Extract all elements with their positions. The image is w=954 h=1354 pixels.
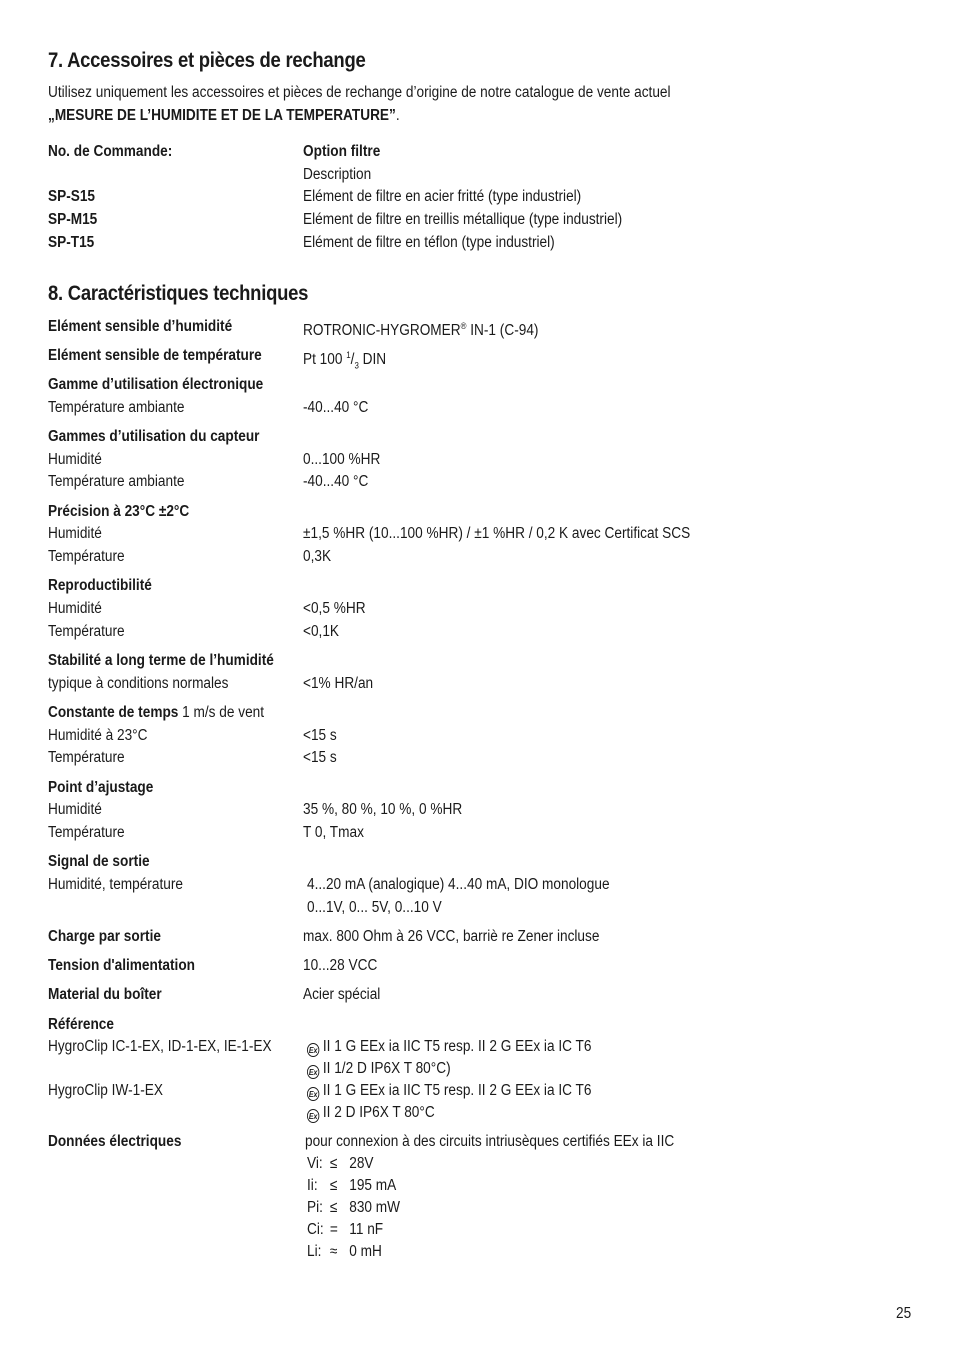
spec-value: <15 s bbox=[303, 727, 337, 744]
description-header: Description bbox=[303, 166, 372, 183]
spec-sublabel: Humidité bbox=[48, 451, 102, 468]
spec-value: <0,5 %HR bbox=[303, 600, 366, 617]
adjust-point-label: Point d’ajustage bbox=[48, 779, 154, 796]
spec-value: 0,3K bbox=[303, 548, 332, 565]
marking-text: II 1 G EEx ia IIC T5 resp. II 2 G EEx ia IC T6 bbox=[322, 1038, 592, 1055]
stability-sublabel: typique à conditions normales bbox=[48, 675, 229, 692]
marking-text: II 1/2 D IP6X T 80°C) bbox=[322, 1060, 451, 1077]
param-operator: ≤ bbox=[329, 1199, 338, 1216]
sensor-range-label: Gammes d’utilisation du capteur bbox=[48, 428, 260, 445]
param-name: Ii: bbox=[307, 1177, 318, 1194]
reference-label: Référence bbox=[48, 1016, 114, 1033]
order-number-header: No. de Commande: bbox=[48, 143, 173, 160]
electrical-row bbox=[307, 1176, 396, 1195]
fraction-numerator: 1 bbox=[346, 350, 351, 360]
spec-sublabel: Humidité bbox=[48, 801, 102, 818]
param-value: 0 mH bbox=[349, 1243, 382, 1260]
spec-sublabel: Température bbox=[48, 824, 125, 841]
param-value: 11 nF bbox=[349, 1221, 384, 1238]
electrical-row bbox=[307, 1220, 383, 1239]
section-8-heading: 8. Caractéristiques techniques bbox=[48, 282, 309, 305]
output-signal-value: 4...20 mA (analogique) 4...40 mA, DIO monologue bbox=[307, 876, 610, 893]
ex-icon: Ex bbox=[307, 1065, 319, 1079]
fraction-slash: / bbox=[350, 351, 355, 369]
time-constant-heading bbox=[48, 703, 264, 722]
temp-sensor-class: DIN bbox=[358, 351, 387, 369]
marking-text: II 2 D IP6X T 80°C bbox=[322, 1104, 435, 1121]
ex-icon: Ex bbox=[307, 1043, 319, 1057]
marking-text: II 1 G EEx ia IIC T5 resp. II 2 G EEx ia IC T6 bbox=[322, 1082, 592, 1099]
output-signal-value: 0...1V, 0... 5V, 0...10 V bbox=[307, 899, 442, 916]
humidity-sensor-value bbox=[303, 317, 538, 340]
time-constant-label: Constante de temps bbox=[48, 704, 179, 721]
param-operator: ≈ bbox=[329, 1243, 338, 1260]
electronics-range-value: -40...40 °C bbox=[303, 399, 369, 416]
spec-value: <0,1K bbox=[303, 623, 340, 640]
spec-sublabel: Température bbox=[48, 548, 125, 565]
electrical-row bbox=[307, 1154, 374, 1173]
catalogue-title: „MESURE DE L’HUMIDITE ET DE LA TEMPERATURE” bbox=[48, 107, 396, 124]
param-operator: ≤ bbox=[329, 1155, 338, 1172]
section-7-heading: 7. Accessoires et pièces de rechange bbox=[48, 49, 366, 72]
humidity-sensor-name: ROTRONIC-HYGROMER bbox=[303, 322, 461, 340]
item-description: Elément de filtre en treillis métallique (type industriel) bbox=[303, 211, 623, 228]
spec-sublabel: Température ambiante bbox=[48, 473, 185, 490]
spec-sublabel: Température bbox=[48, 749, 125, 766]
item-description: Elément de filtre en acier fritté (type industriel) bbox=[303, 188, 582, 205]
spec-sublabel: Température bbox=[48, 623, 125, 640]
param-name: Pi: bbox=[307, 1199, 323, 1216]
filter-option-header: Option filtre bbox=[303, 143, 381, 160]
reference-marking bbox=[307, 1081, 591, 1101]
electronics-range-label: Gamme d’utilisation électronique bbox=[48, 376, 264, 393]
spec-value: <15 s bbox=[303, 749, 337, 766]
param-name: Ci: bbox=[307, 1221, 324, 1238]
spec-value: 35 %, 80 %, 10 %, 0 %HR bbox=[303, 801, 463, 818]
time-constant-condition: 1 m/s de vent bbox=[178, 704, 265, 721]
electrical-row bbox=[307, 1198, 400, 1217]
spec-value: ±1,5 %HR (10...100 %HR) / ±1 %HR / 0,2 K avec Certificat SCS bbox=[303, 525, 691, 542]
page-number: 25 bbox=[896, 1305, 912, 1322]
param-value: 195 mA bbox=[349, 1177, 397, 1194]
registered-mark: ® bbox=[460, 321, 467, 331]
supply-value: 10...28 VCC bbox=[303, 957, 378, 974]
supply-label: Tension d'alimentation bbox=[48, 957, 195, 974]
electrical-row bbox=[307, 1242, 382, 1261]
reference-model: HygroClip IW-1-EX bbox=[48, 1082, 163, 1099]
stability-value: <1% HR/an bbox=[303, 675, 374, 692]
temp-sensor-value bbox=[303, 346, 386, 375]
spec-value: 0...100 %HR bbox=[303, 451, 381, 468]
electronics-range-sublabel: Température ambiante bbox=[48, 399, 185, 416]
output-signal-label: Signal de sortie bbox=[48, 853, 150, 870]
stability-label: Stabilité a long terme de l’humidité bbox=[48, 652, 274, 669]
electrical-intro: pour connexion à des circuits intriusèques certifiés EEx ia IIC bbox=[305, 1133, 675, 1150]
param-operator: ≤ bbox=[329, 1177, 338, 1194]
catalogue-period: . bbox=[395, 107, 400, 124]
spec-sublabel: Humidité à 23°C bbox=[48, 727, 148, 744]
output-signal-sublabel: Humidité, température bbox=[48, 876, 183, 893]
param-value: 28V bbox=[349, 1155, 374, 1172]
housing-label: Material du boîter bbox=[48, 986, 162, 1003]
housing-value: Acier spécial bbox=[303, 986, 381, 1003]
param-value: 830 mW bbox=[349, 1199, 401, 1216]
item-code: SP-M15 bbox=[48, 211, 98, 228]
section-7-intro: Utilisez uniquement les accessoires et pièces de rechange d’origine de notre catalogue de vente actuel bbox=[48, 84, 671, 101]
precision-label: Précision à 23°C ±2°C bbox=[48, 503, 190, 520]
param-name: Vi: bbox=[307, 1155, 323, 1172]
spec-sublabel: Humidité bbox=[48, 600, 102, 617]
temp-sensor-label: Elément sensible de température bbox=[48, 347, 262, 364]
load-value: max. 800 Ohm à 26 VCC, barriè re Zener incluse bbox=[303, 928, 600, 945]
humidity-sensor-model: IN-1 (C-94) bbox=[466, 322, 539, 340]
spec-sublabel: Humidité bbox=[48, 525, 102, 542]
item-code: SP-S15 bbox=[48, 188, 96, 205]
reproducibility-label: Reproductibilité bbox=[48, 577, 152, 594]
load-label: Charge par sortie bbox=[48, 928, 161, 945]
reference-model: HygroClip IC-1-EX, ID-1-EX, IE-1-EX bbox=[48, 1038, 272, 1055]
electrical-label: Données électriques bbox=[48, 1133, 182, 1150]
item-code: SP-T15 bbox=[48, 234, 95, 251]
catalogue-name bbox=[48, 106, 400, 125]
param-name: Li: bbox=[307, 1243, 322, 1260]
ex-icon: Ex bbox=[307, 1087, 319, 1101]
humidity-sensor-label: Elément sensible d’humidité bbox=[48, 318, 233, 335]
temp-sensor-name: Pt 100 bbox=[303, 351, 347, 369]
spec-value: -40...40 °C bbox=[303, 473, 369, 490]
ex-icon: Ex bbox=[307, 1109, 319, 1123]
spec-value: T 0, Tmax bbox=[303, 824, 364, 841]
param-operator: = bbox=[329, 1221, 338, 1238]
reference-marking bbox=[307, 1103, 435, 1123]
item-description: Elément de filtre en téflon (type industriel) bbox=[303, 234, 555, 251]
fraction-denominator: 3 bbox=[354, 360, 359, 371]
reference-marking bbox=[307, 1037, 591, 1057]
reference-marking bbox=[307, 1059, 451, 1079]
